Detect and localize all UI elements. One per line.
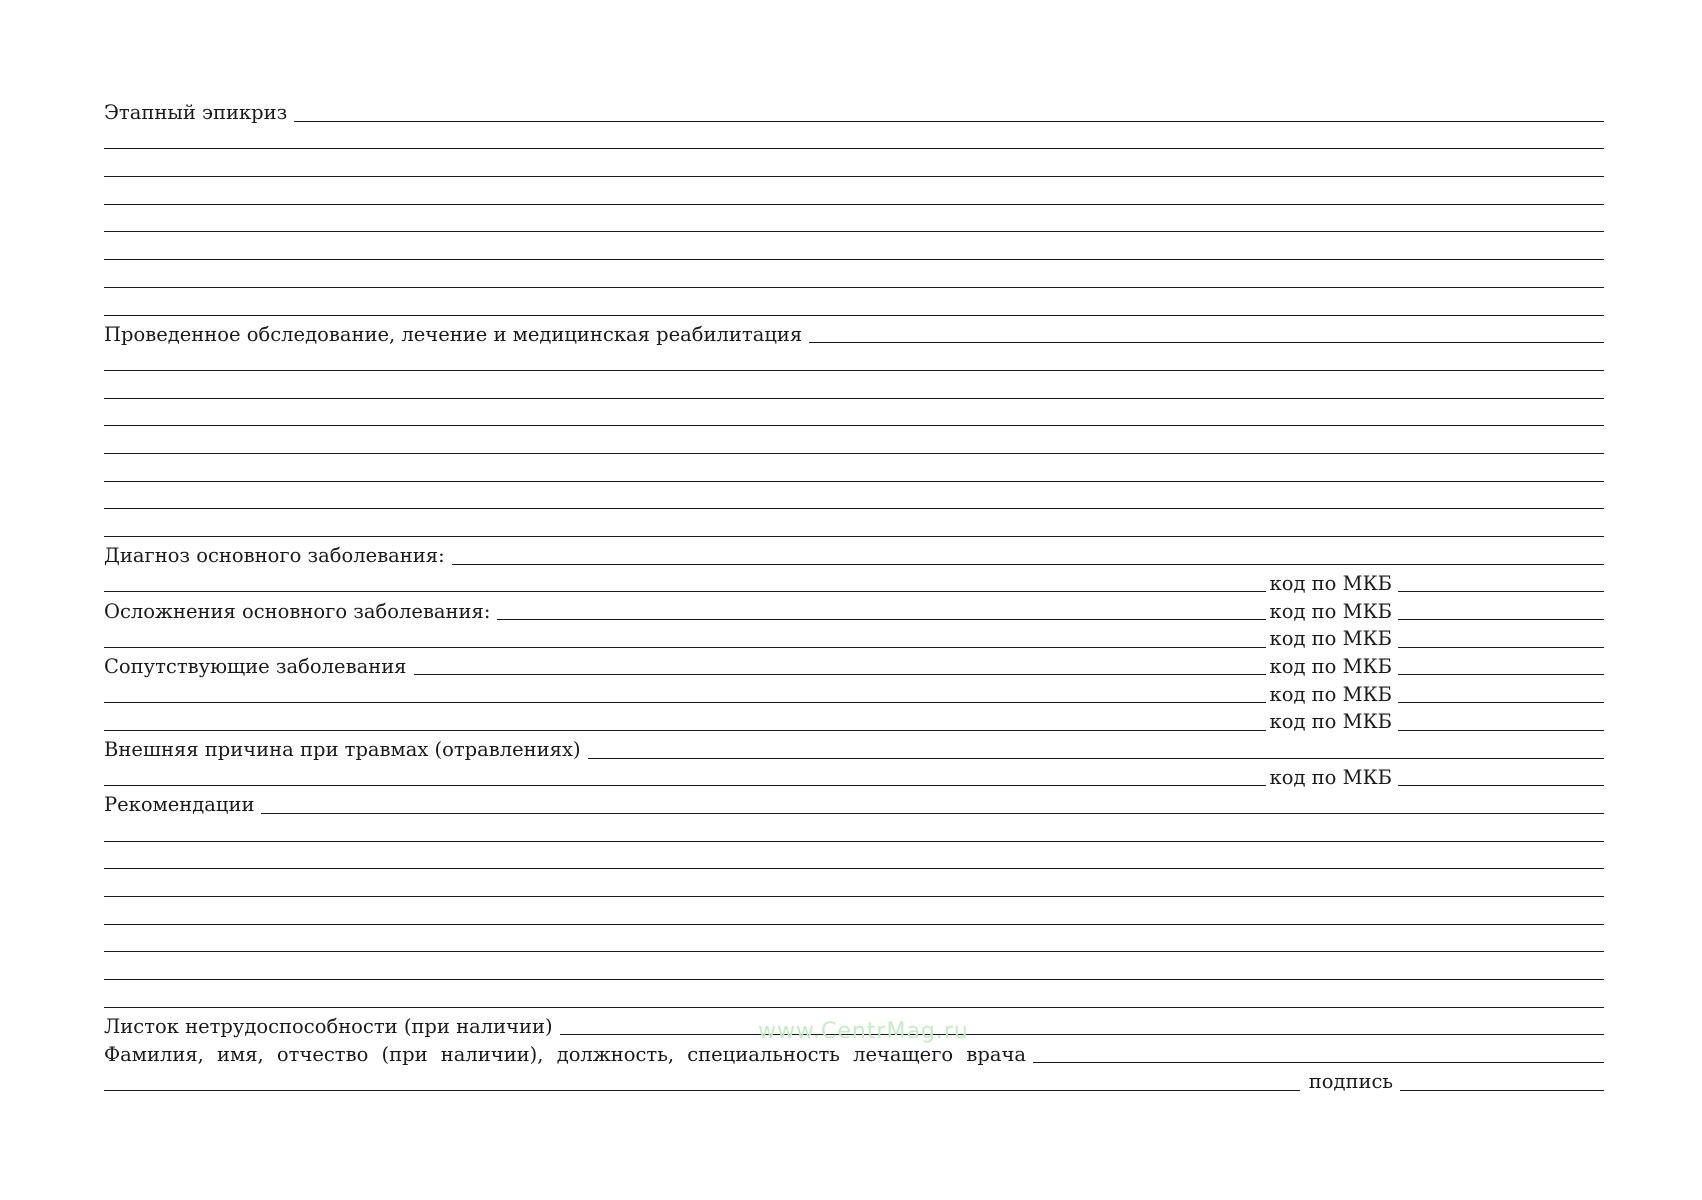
- blank-field[interactable]: [104, 896, 1604, 897]
- doctor-field[interactable]: [1033, 1062, 1604, 1063]
- blank-field[interactable]: [104, 287, 1604, 288]
- complications-continuation-field[interactable]: [104, 647, 1266, 648]
- concomitant-field[interactable]: [414, 674, 1266, 675]
- main-diagnosis-code-row: [104, 569, 1604, 597]
- examination-continuation-line: [104, 347, 1604, 375]
- external-cause-code-row: [104, 763, 1604, 791]
- icd-code-label: код по МКБ: [1269, 765, 1392, 789]
- complications-label: Осложнения основного заболевания:: [104, 599, 491, 623]
- main-diagnosis-label: Диагноз основного заболевания:: [104, 544, 445, 568]
- recommendations-continuation-line: [104, 956, 1604, 984]
- blank-field[interactable]: [104, 924, 1604, 925]
- blank-field[interactable]: [104, 176, 1604, 177]
- sick-leave-field[interactable]: [560, 1034, 1604, 1035]
- external-cause-row: [104, 735, 1604, 763]
- concomitant-continuation-field[interactable]: [104, 702, 1266, 703]
- stage-epicrisis-row: [104, 98, 1604, 126]
- recommendations-label: Рекомендации: [104, 793, 255, 817]
- icd-code-label: код по МКБ: [1269, 682, 1392, 706]
- recommendations-field[interactable]: [261, 813, 1604, 814]
- external-cause-label: Внешняя причина при травмах (отравлениях): [104, 738, 581, 761]
- blank-field[interactable]: [104, 259, 1604, 260]
- blank-field[interactable]: [104, 204, 1604, 205]
- blank-field[interactable]: [104, 398, 1604, 399]
- blank-field[interactable]: [104, 315, 1604, 316]
- blank-field[interactable]: [104, 370, 1604, 371]
- concomitant-label: Сопутствующие заболевания: [104, 654, 407, 678]
- blank-field[interactable]: [104, 148, 1604, 149]
- icd-code-field[interactable]: [1398, 647, 1604, 648]
- recommendations-continuation-line: [104, 929, 1604, 957]
- examination-continuation-line: [104, 375, 1604, 403]
- stage-epicrisis-label: Этапный эпикриз: [104, 101, 288, 125]
- doctor-continuation-field[interactable]: [104, 1090, 1300, 1091]
- icd-code-field[interactable]: [1398, 785, 1604, 786]
- icd-code-label: код по МКБ: [1269, 654, 1392, 678]
- recommendations-row: [104, 790, 1604, 818]
- main-diagnosis-continuation-field[interactable]: [104, 591, 1266, 592]
- medical-form: [104, 98, 1604, 1095]
- external-cause-continuation-field[interactable]: [104, 785, 1266, 786]
- icd-code-field[interactable]: [1398, 674, 1604, 675]
- stage-epicrisis-continuation-line: [104, 209, 1604, 237]
- signature-field[interactable]: [1400, 1090, 1604, 1091]
- main-diagnosis-field[interactable]: [452, 564, 1604, 565]
- icd-code-label: код по МКБ: [1269, 571, 1392, 595]
- recommendations-continuation-line: [104, 846, 1604, 874]
- blank-field[interactable]: [104, 841, 1604, 842]
- sick-leave-label: Листок нетрудоспособности (при наличии): [104, 1014, 553, 1038]
- main-diagnosis-row: [104, 541, 1604, 569]
- stage-epicrisis-continuation-line: [104, 264, 1604, 292]
- examination-continuation-line: [104, 403, 1604, 431]
- stage-epicrisis-continuation-line: [104, 236, 1604, 264]
- stage-epicrisis-continuation-line: [104, 153, 1604, 181]
- blank-field[interactable]: [104, 453, 1604, 454]
- stage-epicrisis-continuation-line: [104, 181, 1604, 209]
- watermark: www.CentrMag.ru: [758, 1019, 969, 1044]
- complications-code-row: [104, 624, 1604, 652]
- icd-code-field[interactable]: [1398, 702, 1604, 703]
- recommendations-continuation-line: [104, 901, 1604, 929]
- examination-row: [104, 320, 1604, 348]
- blank-field[interactable]: [104, 481, 1604, 482]
- icd-code-field[interactable]: [1398, 619, 1604, 620]
- complications-field[interactable]: [497, 619, 1265, 620]
- examination-continuation-line: [104, 513, 1604, 541]
- icd-code-label: код по МКБ: [1269, 710, 1392, 734]
- stage-epicrisis-continuation-line: [104, 292, 1604, 320]
- signature-label: подпись: [1308, 1070, 1393, 1094]
- concomitant-row: [104, 652, 1604, 680]
- complications-row: [104, 596, 1604, 624]
- concomitant-code-row: [104, 679, 1604, 707]
- stage-epicrisis-field[interactable]: [294, 121, 1604, 122]
- recommendations-continuation-line: [104, 873, 1604, 901]
- icd-code-label: код по МКБ: [1269, 599, 1392, 623]
- blank-field[interactable]: [104, 508, 1604, 509]
- blank-field[interactable]: [104, 425, 1604, 426]
- external-cause-field[interactable]: [588, 758, 1604, 759]
- examination-continuation-line: [104, 430, 1604, 458]
- recommendations-continuation-line: [104, 984, 1604, 1012]
- examination-label: Проведенное обследование, лечение и медицинская реабилитация: [104, 322, 803, 346]
- blank-field[interactable]: [104, 868, 1604, 869]
- stage-epicrisis-continuation-line: [104, 126, 1604, 154]
- blank-field[interactable]: [104, 231, 1604, 232]
- blank-field[interactable]: [104, 536, 1604, 537]
- blank-field[interactable]: [104, 1007, 1604, 1008]
- icd-code-field[interactable]: [1398, 591, 1604, 592]
- signature-row: [104, 1067, 1604, 1095]
- doctor-label: Фамилия, имя, отчество (при наличии), должность, специальность лечащего врача: [104, 1042, 1026, 1066]
- concomitant-continuation-field[interactable]: [104, 730, 1266, 731]
- examination-continuation-line: [104, 486, 1604, 514]
- examination-field[interactable]: [809, 342, 1604, 343]
- recommendations-continuation-line: [104, 818, 1604, 846]
- examination-continuation-line: [104, 458, 1604, 486]
- icd-code-field[interactable]: [1398, 730, 1604, 731]
- icd-code-label: код по МКБ: [1269, 627, 1392, 651]
- concomitant-code-row: [104, 707, 1604, 735]
- blank-field[interactable]: [104, 979, 1604, 980]
- blank-field[interactable]: [104, 951, 1604, 952]
